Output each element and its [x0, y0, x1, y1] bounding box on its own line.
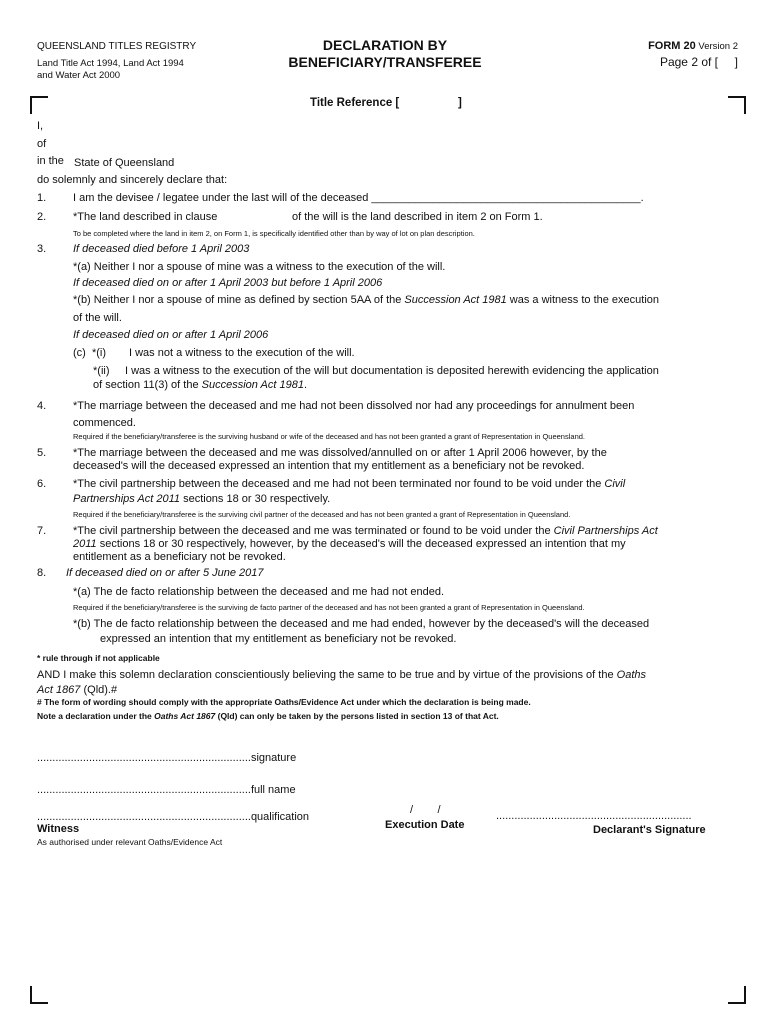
item-3-c-ii-end: . [303, 379, 308, 391]
item-3-c-ii-line-2 [93, 379, 307, 391]
item-8-number: 8. [37, 567, 47, 579]
item-2-number: 2. [37, 211, 47, 223]
item-8-a-text: *(a) The de facto relationship between the deceased and me had not ended. [73, 586, 445, 598]
item-8-b-line-2: expressed an intention that my entitlement as beneficiary not be revoked. [100, 633, 457, 645]
declarant-signature-line[interactable]: ................................................................ [496, 810, 692, 822]
item-5-line-2: deceased's will the deceased expressed an intention that my entitlement as a beneficiary not be revoked. [73, 460, 585, 472]
item-3-a-text: *(a) Neither I nor a spouse of mine was a witness to the execution of the will. [73, 261, 446, 273]
corner-mark-top-right [728, 96, 746, 114]
item-1-number: 1. [37, 192, 47, 204]
declarant-in-the: in the [37, 155, 64, 167]
item-6-act-1: Civil [604, 478, 626, 490]
declare-statement: do solemnly and sincerely declare that: [37, 174, 228, 186]
page-number: Page 2 of [ ] [659, 55, 738, 69]
item-6-line-2 [73, 493, 330, 505]
declarant-state: State of Queensland [74, 157, 175, 169]
corner-mark-bottom-right [728, 986, 746, 1004]
solemn-pre: AND I make this solemn declaration conscientiously believing the same to be true and by virtue of the provisions of the [37, 669, 617, 681]
item-2-text-b: of the will is the land described in item 2 on Form 1. [292, 211, 543, 223]
item-7-act-1: Civil Partnerships Act [553, 525, 658, 537]
qualification-label: qualification [250, 811, 310, 823]
item-3-b-text [73, 294, 659, 306]
item-3-c-ii-lead: *(ii) [93, 365, 110, 377]
item-6-act-2: Partnerships Act 2011 [73, 493, 181, 505]
oaths-act-note [37, 711, 499, 721]
item-3-c-ii-text: I was a witness to the execution of the will but documentation is deposited herewith evidencing the application [125, 365, 659, 377]
title-reference-close: ] [458, 97, 462, 109]
item-3-b-act: Succession Act 1981 [404, 294, 507, 306]
witness-signature-line[interactable] [37, 752, 296, 764]
item-3-b-pre: *(b) Neither I nor a spouse of mine as defined by section 5AA of the [73, 294, 405, 306]
solemn-line-2-act: Act 1867 [37, 684, 81, 696]
oaths-note-pre: Note a declaration under the [37, 711, 155, 721]
form-title-line-1: DECLARATION BY [322, 37, 448, 53]
witness-label: Witness [37, 823, 80, 835]
solemn-line-2 [37, 684, 117, 696]
item-7-pre: *The civil partnership between the deceased and me was terminated or found to be void under the [73, 525, 554, 537]
item-6-note: Required if the beneficiary/transferee is the surviving civil partner of the deceased and has not been granted a grant of Representation in Queensland. [73, 510, 571, 519]
oaths-note-post: (Qld) can only be taken by the persons listed in section 13 of that Act. [215, 711, 499, 721]
form-number-label: FORM 20 [648, 40, 696, 52]
item-3-c-ii-act: Succession Act 1981 [201, 379, 304, 391]
solemn-line-2-post: (Qld).# [80, 684, 118, 696]
item-7-line-2 [73, 538, 626, 550]
item-4-note: Required if the beneficiary/transferee is the surviving husband or wife of the deceased and has not been granted a grant of Representation in Queensland. [73, 432, 585, 441]
authorised-note: As authorised under relevant Oaths/Evidence Act [37, 837, 223, 847]
item-1-text: I am the devisee / legatee under the last will of the deceased ____________________________________________. [73, 192, 644, 204]
item-7-number: 7. [37, 525, 47, 537]
item-2-note: To be completed where the land in item 2, on Form 1, is specifically identified other than by way of lot on plan description. [73, 229, 475, 238]
declarant-signature-label: Declarant's Signature [593, 824, 706, 836]
solemn-act: Oaths [616, 669, 646, 681]
full-name-label: full name [250, 784, 296, 796]
item-4-text: *The marriage between the deceased and me had not been dissolved nor had any proceedings for annulment been [73, 400, 635, 412]
item-3-number: 3. [37, 243, 47, 255]
item-3-c-i-text: I was not a witness to the execution of the will. [129, 347, 355, 359]
item-2-text-a: *The land described in clause [73, 211, 218, 223]
declarant-i: I, [37, 120, 44, 132]
corner-mark-top-left [30, 96, 48, 114]
item-7-post: sections 18 or 30 respectively, however, by the deceased's will the deceased expressed an intention that my [96, 538, 626, 550]
rule-through-note: * rule through if not applicable [37, 653, 160, 663]
item-3-heading-a: If deceased died before 1 April 2003 [73, 243, 250, 255]
item-4-line-2: commenced. [73, 417, 136, 429]
item-3-heading-b: If deceased died on or after 1 April 2003 but before 1 April 2006 [73, 277, 383, 289]
item-7-text [73, 525, 658, 537]
full-name-dots: ...................................................................... [37, 784, 251, 796]
item-3-b-post: was a witness to the execution [506, 294, 659, 306]
item-3-c-ii-line-2-pre: of section 11(3) of the [93, 379, 202, 391]
qualification-dots: ...................................................................... [37, 811, 251, 823]
solemn-declaration [37, 669, 646, 681]
oaths-note-act: Oaths Act 1867 [154, 711, 216, 721]
form-title-line-2: BENEFICIARY/TRANSFEREE [288, 54, 482, 70]
item-6-pre: *The civil partnership between the deceased and me had not been terminated nor found to be void under the [73, 478, 605, 490]
item-3-c-lead: (c) *(i) [73, 347, 106, 359]
item-4-number: 4. [37, 400, 47, 412]
oaths-wording-note: # The form of wording should comply with the appropriate Oaths/Evidence Act under which the declaration is being made. [37, 697, 531, 707]
item-6-number: 6. [37, 478, 47, 490]
item-7-act-2: 2011 [73, 538, 97, 550]
title-reference-label: Title Reference [ [310, 97, 400, 109]
execution-date-field[interactable]: / / [410, 804, 441, 816]
item-3-b-line-2: of the will. [73, 312, 122, 324]
item-6-text [73, 478, 625, 490]
signature-dots: ...................................................................... [37, 752, 251, 764]
witness-full-name-line[interactable] [37, 784, 296, 796]
item-5-text: *The marriage between the deceased and me was dissolved/annulled on or after 1 April 2006 however, by the [73, 447, 607, 459]
acts-line-2: and Water Act 2000 [37, 70, 121, 81]
execution-date-label: Execution Date [385, 819, 465, 831]
acts-line-1: Land Title Act 1994, Land Act 1994 [37, 58, 184, 69]
item-5-number: 5. [37, 447, 47, 459]
form-number [648, 40, 738, 52]
corner-mark-bottom-left [30, 986, 48, 1004]
item-8-heading: If deceased died on or after 5 June 2017 [66, 567, 264, 579]
item-6-post: sections 18 or 30 respectively. [180, 493, 331, 505]
registry-name: QUEENSLAND TITLES REGISTRY [37, 41, 197, 52]
item-8-note: Required if the beneficiary/transferee is the surviving de facto partner of the deceased and has not been granted a grant of Representation in Queensland. [73, 603, 585, 612]
declarant-of: of [37, 138, 47, 150]
form-version: Version 2 [695, 41, 738, 52]
item-7-line-3: entitlement as a beneficiary not be revoked. [73, 551, 286, 563]
item-8-b-text: *(b) The de facto relationship between the deceased and me had ended, however by the deceased's will the deceased [73, 618, 650, 630]
item-3-heading-c: If deceased died on or after 1 April 2006 [73, 329, 269, 341]
signature-label: signature [250, 752, 297, 764]
witness-qualification-line[interactable] [37, 811, 309, 823]
